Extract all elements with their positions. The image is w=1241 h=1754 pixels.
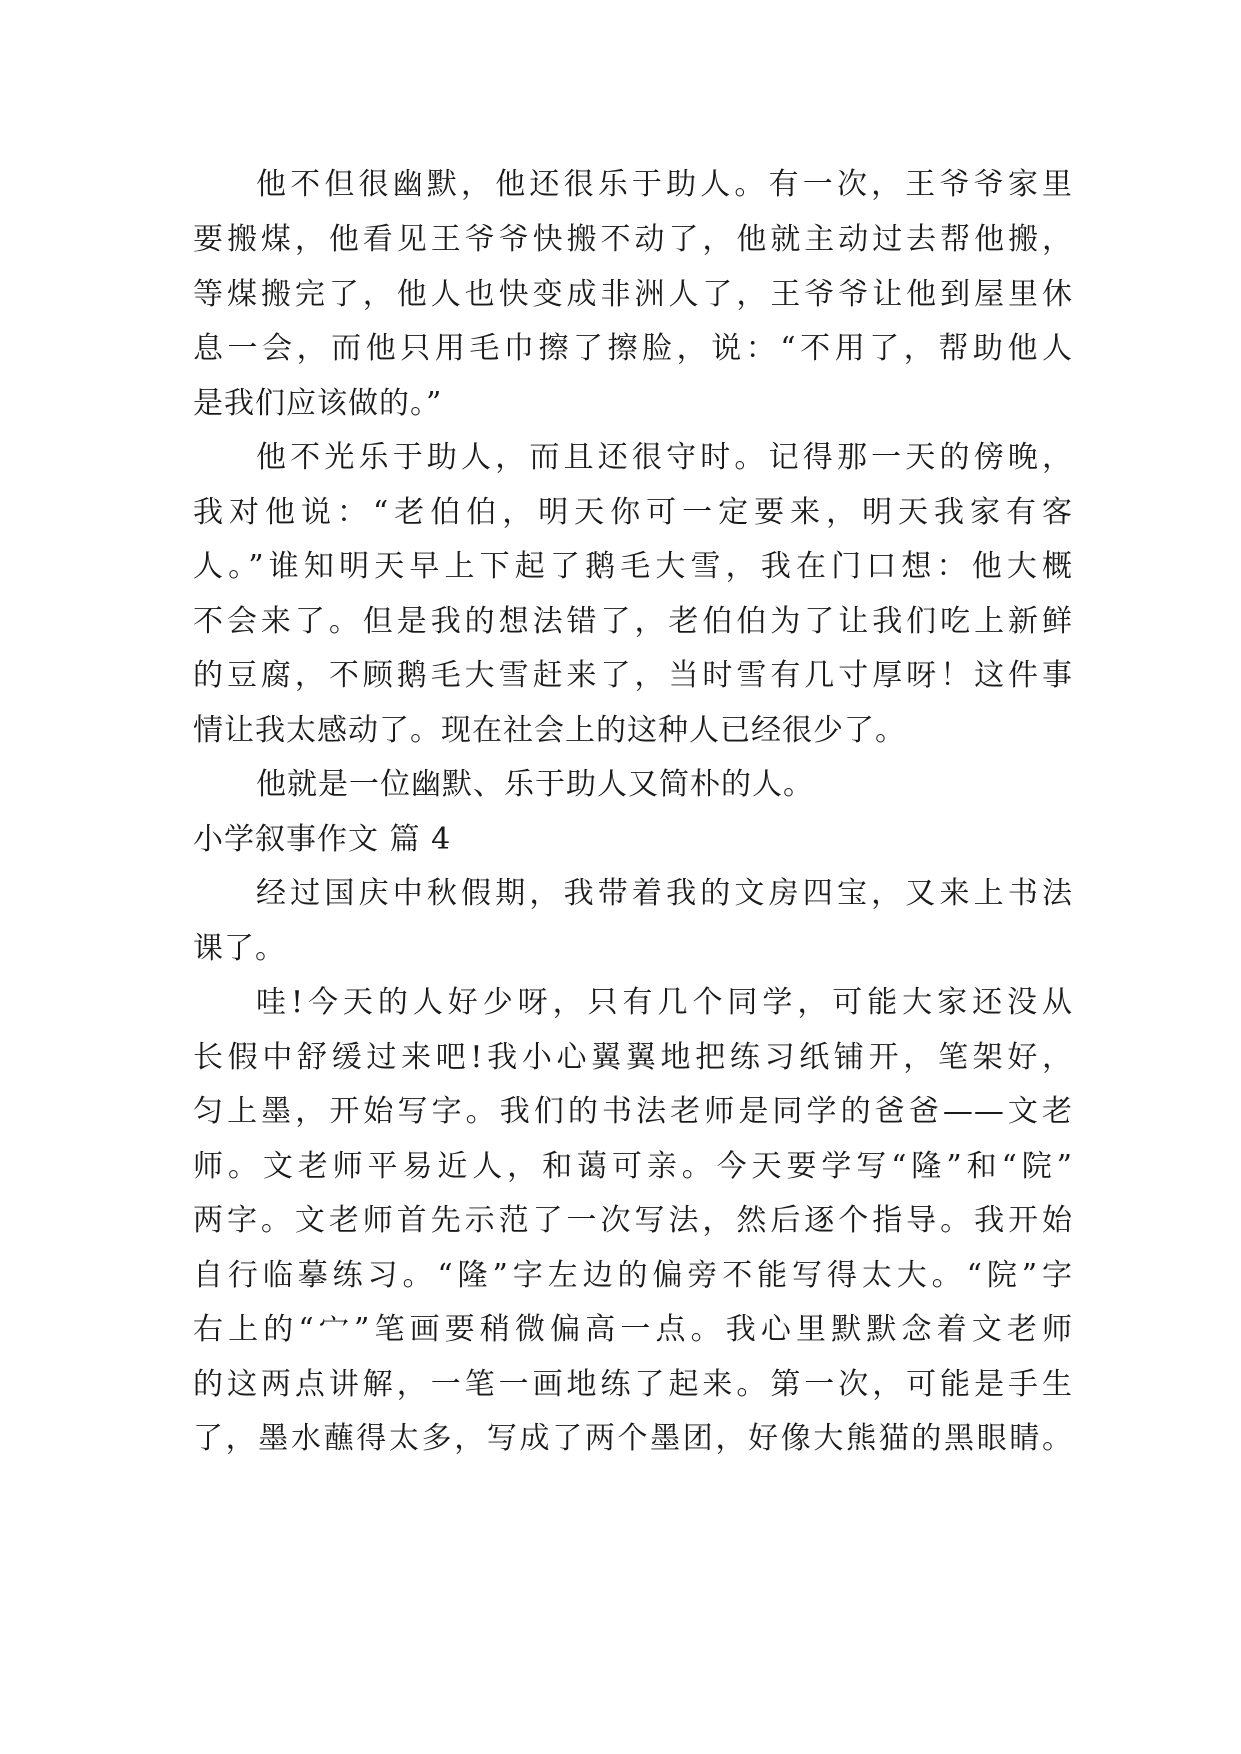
text-line: 师。文老师平易近人，和蔼可亲。今天要学写“隆”和“院”	[193, 1149, 1073, 1184]
text-line: 息一会，而他只用毛巾擦了擦脸，说：“不用了，帮助他人	[193, 331, 1073, 366]
text-line: 情让我太感动了。现在社会上的这种人已经很少了。	[193, 713, 906, 748]
text-line: 经过国庆中秋假期，我带着我的文房四宝，又来上书法	[256, 876, 1073, 911]
text-line: 我对他说：“老伯伯，明天你可一定要来，明天我家有客	[193, 495, 1073, 530]
section-heading: 小学叙事作文 篇 4	[193, 822, 452, 857]
text-line: 了，墨水蘸得太多，写成了两个墨团，好像大熊猫的黑眼睛。	[193, 1421, 1073, 1456]
text-line: 他不光乐于助人，而且还很守时。记得那一天的傍晚，	[256, 440, 1073, 475]
text-line: 等煤搬完了，他人也快变成非洲人了，王爷爷让他到屋里休	[193, 277, 1073, 312]
text-line: 两字。文老师首先示范了一次写法，然后逐个指导。我开始	[193, 1203, 1073, 1238]
text-line: 人。”谁知明天早上下起了鹅毛大雪，我在门口想：他大概	[193, 549, 1073, 584]
text-line: 自行临摹练习。“隆”字左边的偏旁不能写得太大。“院”字	[193, 1258, 1073, 1293]
text-line: 右上的“宀”笔画要稍微偏高一点。我心里默默念着文老师	[193, 1312, 1073, 1347]
text-line: 他不但很幽默，他还很乐于助人。有一次，王爷爷家里	[256, 167, 1073, 202]
text-line: 的豆腐，不顾鹅毛大雪赶来了，当时雪有几寸厚呀！这件事	[193, 658, 1073, 693]
text-line: 课了。	[193, 931, 286, 966]
text-line: 哇!今天的人好少呀，只有几个同学，可能大家还没从	[256, 985, 1073, 1020]
text-line: 的这两点讲解，一笔一画地练了起来。第一次，可能是手生	[193, 1367, 1073, 1402]
text-line: 他就是一位幽默、乐于助人又简朴的人。	[256, 767, 814, 802]
text-line: 不会来了。但是我的想法错了，老伯伯为了让我们吃上新鲜	[193, 604, 1073, 639]
text-line: 长假中舒缓过来吧!我小心翼翼地把练习纸铺开，笔架好，	[193, 1040, 1073, 1075]
text-line: 是我们应该做的。”	[193, 386, 443, 421]
text-line: 要搬煤，他看见王爷爷快搬不动了，他就主动过去帮他搬，	[193, 222, 1073, 257]
text-line: 匀上墨，开始写字。我们的书法老师是同学的爸爸——文老	[193, 1094, 1073, 1129]
